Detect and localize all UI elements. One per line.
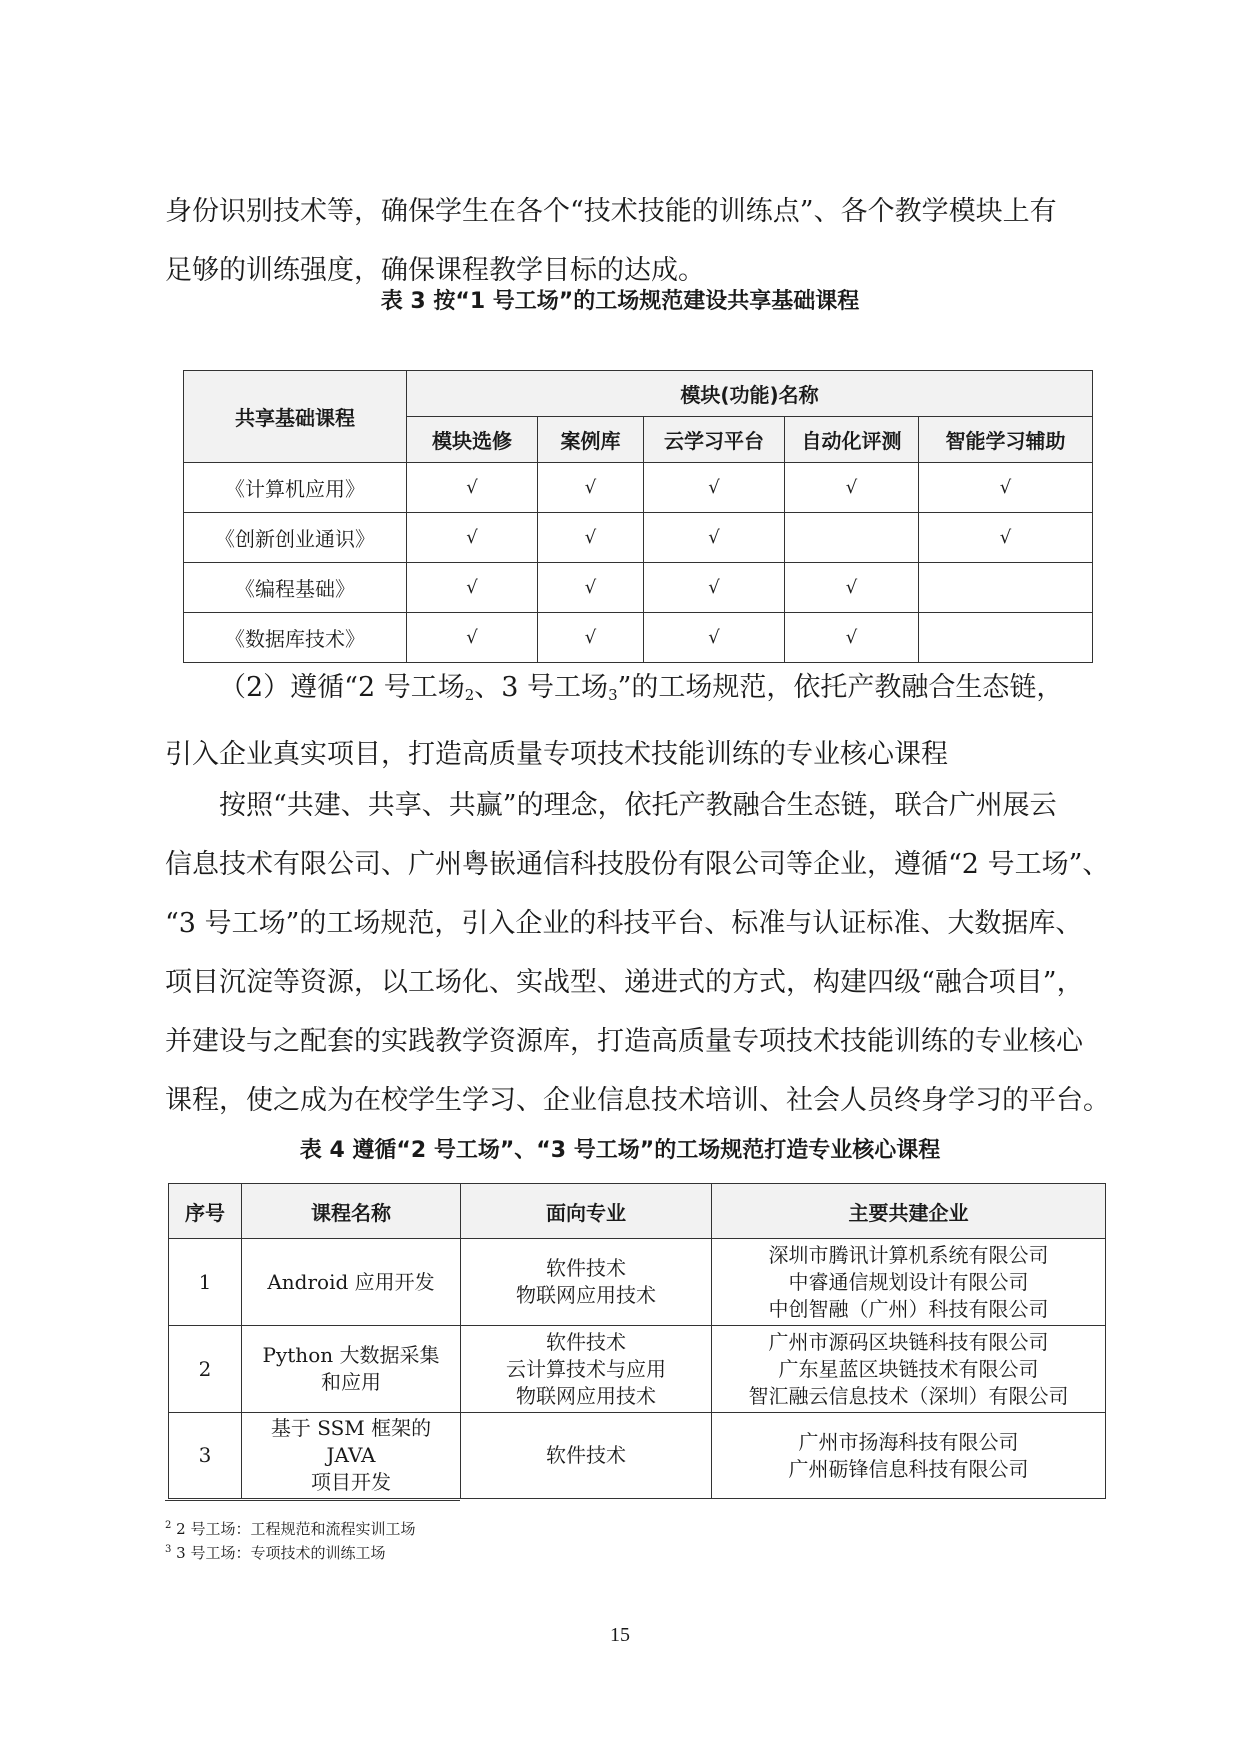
body-line: “3 号工场”的工场规范，引入企业的科技平台、标准与认证标准、大数据库、 — [165, 908, 1083, 939]
check-mark: √ — [538, 513, 644, 563]
intro-line: 身份识别技术等，确保学生在各个“技术技能的训练点”、各个教学模块上有 — [165, 196, 1057, 227]
course-name: 基于 SSM 框架的 JAVA 项目开发 — [242, 1413, 461, 1499]
table4-header: 序号 — [169, 1184, 242, 1239]
check-mark — [785, 513, 919, 563]
companies: 广州市源码区块链科技有限公司 广东星蓝区块链技术有限公司 智汇融云信息技术（深圳）有限公司 — [712, 1326, 1106, 1413]
course-name: 《数据库技术》 — [184, 613, 407, 663]
table-row — [169, 1326, 1106, 1413]
table3-module-header: 模块选修 — [407, 417, 538, 463]
check-mark: √ — [785, 463, 919, 513]
row-number: 1 — [169, 1239, 242, 1326]
check-mark: √ — [407, 513, 538, 563]
check-mark — [919, 613, 1093, 663]
section2-heading — [165, 658, 1105, 784]
check-mark: √ — [407, 613, 538, 663]
body-line: 按照“共建、共享、共赢”的理念，依托产教融合生态链，联合广州展云 — [219, 790, 1057, 821]
body-line: 并建设与之配套的实践教学资源库，打造高质量专项技术技能训练的专业核心 — [165, 1026, 1083, 1057]
footnote: $^3$ 3 号工场：专项技术的训练工场 — [165, 1544, 386, 1562]
page-number: 15 — [610, 1624, 630, 1646]
check-mark: √ — [538, 613, 644, 663]
row-number: 3 — [169, 1413, 242, 1499]
check-mark: √ — [644, 463, 785, 513]
check-mark: √ — [407, 563, 538, 613]
footnote-divider — [165, 1500, 460, 1501]
check-mark: √ — [538, 563, 644, 613]
table3-caption: 表 3 按“1 号工场”的工场规范建设共享基础课程 — [380, 289, 860, 314]
body-line: 课程，使之成为在校学生学习、企业信息技术培训、社会人员终身学习的平台。 — [165, 1085, 1110, 1116]
table4-header: 课程名称 — [242, 1184, 461, 1239]
table3-module-header: 自动化评测 — [785, 417, 919, 463]
check-mark: √ — [919, 463, 1093, 513]
table3-module-header: 智能学习辅助 — [919, 417, 1093, 463]
course-name: 《计算机应用》 — [184, 463, 407, 513]
table4-caption: 表 4 遵循“2 号工场”、“3 号工场”的工场规范打造专业核心课程 — [299, 1138, 941, 1163]
majors: 软件技术 物联网应用技术 — [461, 1239, 712, 1326]
row-number: 2 — [169, 1326, 242, 1413]
table3-row-header: 共享基础课程 — [184, 371, 407, 463]
companies: 深圳市腾讯计算机系统有限公司 中睿通信规划设计有限公司 中创智融（广州）科技有限公司 — [712, 1239, 1106, 1326]
section2-heading-line2: 引入企业真实项目，打造高质量专项技术技能训练的专业核心课程 — [165, 739, 948, 770]
course-name: 《创新创业通识》 — [184, 513, 407, 563]
table3-group-header: 模块(功能)名称 — [407, 371, 1093, 417]
course-name: 《编程基础》 — [184, 563, 407, 613]
table4-core-courses — [168, 1183, 1106, 1499]
check-mark: √ — [644, 563, 785, 613]
table-row — [184, 563, 1093, 613]
course-name: Android 应用开发 — [242, 1239, 461, 1326]
table3-shared-courses — [183, 370, 1093, 663]
table-row — [184, 613, 1093, 663]
course-name: Python 大数据采集 和应用 — [242, 1326, 461, 1413]
check-mark — [919, 563, 1093, 613]
intro-paragraph — [165, 182, 1105, 300]
table4-header: 主要共建企业 — [712, 1184, 1106, 1239]
companies: 广州市扬海科技有限公司 广州砺锋信息科技有限公司 — [712, 1413, 1106, 1499]
check-mark: √ — [785, 563, 919, 613]
table-row — [169, 1239, 1106, 1326]
intro-line: 足够的训练强度，确保课程教学目标的达成。 — [165, 255, 705, 286]
section2-body — [165, 776, 1110, 1130]
check-mark: √ — [919, 513, 1093, 563]
body-line: 项目沉淀等资源，以工场化、实战型、递进式的方式，构建四级“融合项目”， — [165, 967, 1084, 998]
check-mark: √ — [538, 463, 644, 513]
check-mark: √ — [644, 513, 785, 563]
table-row — [169, 1413, 1106, 1499]
table-row — [184, 513, 1093, 563]
check-mark: √ — [644, 613, 785, 663]
table4-header: 面向专业 — [461, 1184, 712, 1239]
section2-heading-line1: （2）遵循“2 号工场$_2$、3 号工场$_3$”的工场规范，依托产教融合生态链， — [219, 672, 1064, 704]
table3-module-header: 案例库 — [538, 417, 644, 463]
majors: 软件技术 云计算技术与应用 物联网应用技术 — [461, 1326, 712, 1413]
table-row — [184, 463, 1093, 513]
table3-module-header: 云学习平台 — [644, 417, 785, 463]
check-mark: √ — [785, 613, 919, 663]
check-mark: √ — [407, 463, 538, 513]
body-line: 信息技术有限公司、广州粤嵌通信科技股份有限公司等企业，遵循“2 号工场”、 — [165, 849, 1110, 880]
footnote: $^2$ 2 号工场：工程规范和流程实训工场 — [165, 1520, 416, 1538]
majors: 软件技术 — [461, 1413, 712, 1499]
